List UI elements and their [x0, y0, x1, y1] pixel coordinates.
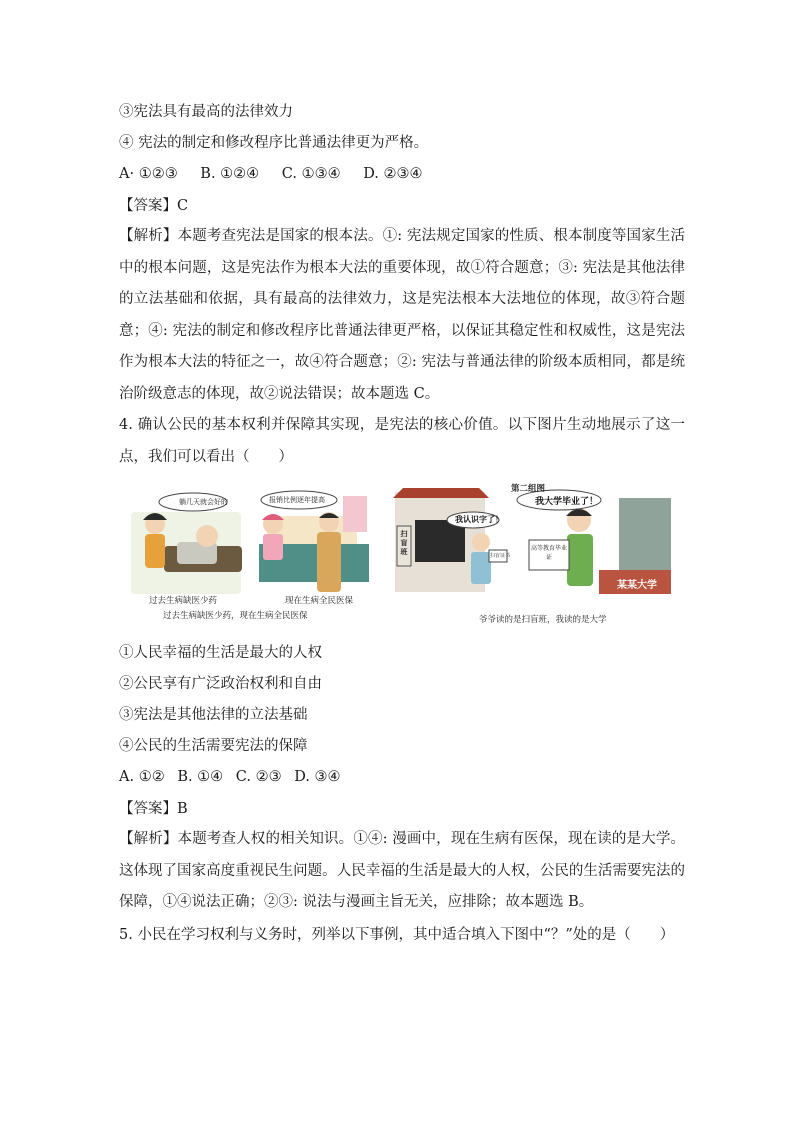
q3-answer: 【答案】C [119, 198, 189, 214]
q4-analysis: 【解析】本题考查人权的相关知识。①④: 漫画中，现在生病有医保，现在读的是大学。这体现了国家高度重视民生问题。人民幸福的生活是最大的人权，公民的生活需要宪法的保障，①④说法正确；②③: 说法与漫画主旨无关，应排除；故本题选 B。 [119, 831, 685, 911]
q3-option-d: D. ②③④ [363, 166, 423, 182]
q3-item-3: ③宪法具有最高的法律效力 [119, 104, 293, 120]
left-speech-bubble: 躺几天就会好的 [179, 498, 228, 506]
q3-option-a: A· ①②③ [119, 166, 178, 182]
q5-stem: 5. 小民在学习权利与义务时，列举以下事例，其中适合填入下图中“？”处的是（ ） [119, 927, 675, 943]
q4-item-4: ④公民的生活需要宪法的保障 [119, 738, 308, 754]
q3-analysis: 【解析】本题考查宪法是国家的根本法。①: 宪法规定国家的性质、根本制度等国家生活中的根本问题，这是宪法作为根本大法的重要体现，故①符合题意；③: 宪法是其他法律的立法基础和依据，具有最高的法律效力，这是宪法根本大法地位的体现，故③符合题意；④: 宪法的制定和修改程序比普通法律更严格，以保证其稳定性和权威性，这是宪法作为根本大法的特征之一，故④符合题意；②: 宪法与普通法律的阶级本质相同，都是统治阶级意志的体现，故②说法错误；故本题选 C。 [119, 228, 685, 402]
right-speech-bubble-2: 我大学毕业了！ [535, 497, 599, 507]
q4-option-a: A. ①② [119, 769, 165, 785]
q3-option-b: B. ①②④ [200, 166, 260, 182]
left-panel-label: 过去生病缺医少药 [149, 596, 218, 606]
q4-item-2: ②公民享有广泛政治权利和自由 [119, 676, 322, 692]
q3-option-c: C. ①③④ [281, 166, 341, 182]
middle-speech-bubble: 报销比例逐年提高 [269, 496, 325, 504]
q4-options [119, 767, 689, 787]
graduation-certificate: 高等教育毕业证 [531, 545, 568, 561]
q4-option-c: C. ②③ [235, 769, 282, 785]
q4-option-d: D. ③④ [294, 769, 341, 785]
right-figure-title: 第二组图 [511, 484, 546, 494]
university-sign: 某某大学 [617, 580, 657, 591]
left-figure-caption: 过去生病缺医少药，现在生病全民医保 [163, 611, 308, 621]
q4-option-b: B. ①④ [177, 769, 224, 785]
q4-cartoon-figure [119, 484, 679, 629]
q3-item-4: ④ 宪法的制定和修改程序比普通法律更为严格。 [119, 135, 429, 151]
literacy-certificate: 扫盲证书 [490, 553, 511, 559]
q4-stem: 4. 确认公民的基本权利并保障其实现，是宪法的核心价值。以下图片生动地展示了这一点，我们可以看出（ ） [119, 417, 685, 465]
right-speech-bubble-1: 我认识字了！ [455, 515, 503, 524]
q4-item-3: ③宪法是其他法律的立法基础 [119, 707, 308, 723]
q3-options [119, 164, 689, 184]
literacy-class-sign: 扫盲班 [400, 530, 408, 556]
q4-item-1: ①人民幸福的生活是最大的人权 [119, 645, 322, 661]
q4-answer: 【答案】B [119, 801, 188, 817]
right-figure-caption: 爷爷读的是扫盲班，我读的是大学 [479, 615, 607, 625]
middle-panel-label: 现在生病全民医保 [285, 596, 354, 606]
